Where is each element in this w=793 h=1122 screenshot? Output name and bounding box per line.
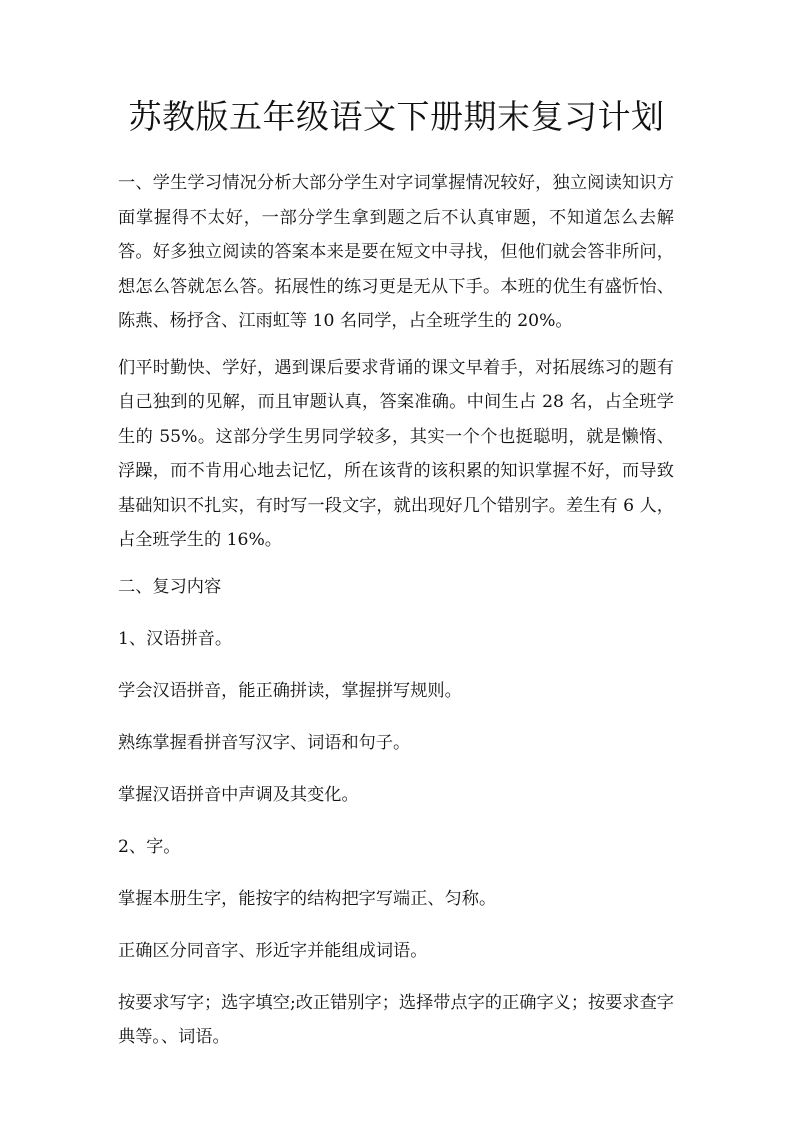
document-title: 苏教版五年级语文下册期末复习计划: [128, 97, 665, 136]
list-item: 熟练掌握看拼音写汉字、词语和句子。: [118, 732, 411, 753]
subheading-characters: 2、字。: [118, 836, 181, 857]
list-item: 掌握汉语拼音中声调及其变化。: [118, 784, 359, 805]
document-body: [118, 166, 674, 1072]
list-item: 掌握本册生字，能按字的结构把字写端正、匀称。: [118, 888, 497, 909]
paragraph-student-analysis-continued: 们平时勤快、学好，遇到课后要求背诵的课文早着手，对拓展练习的题有自己独到的见解，而且审题认真，答案准确。中间生占 28 名，占全班学生的 55%。这部分学生男同学较多，其实一个个也挺聪明，就是懒惰、浮躁，而不肯用心地去记忆，所在该背的该积累的知识掌握不好，而导致基础知识不扎实，有时写一段文字，就出现好几个错别字。差生有 6 人，占全班学生的 16%。: [118, 357, 674, 550]
subheading-pinyin: 1、汉语拼音。: [118, 628, 233, 649]
paragraph-student-analysis: 一、学生学习情况分析大部分学生对字词掌握情况较好，独立阅读知识方面掌握得不太好，一部分学生拿到题之后不认真审题，不知道怎么去解答。好多独立阅读的答案本来是要在短文中寻找，但他们就会答非所问，想怎么答就怎么答。拓展性的练习更是无从下手。本班的优生有盛忻怡、陈燕、杨抒含、江雨虹等 10 名同学，占全班学生的 20%。: [118, 173, 674, 331]
list-item: 正确区分同音字、形近字并能组成词语。: [118, 940, 428, 961]
list-item: 学会汉语拼音，能正确拼读，掌握拼写规则。: [118, 680, 462, 701]
section-heading-review-content: 二、复习内容: [118, 576, 222, 597]
list-item: 按要求写字；选字填空;改正错别字；选择带点字的正确字义；按要求查字典等。、词语。: [118, 992, 674, 1047]
